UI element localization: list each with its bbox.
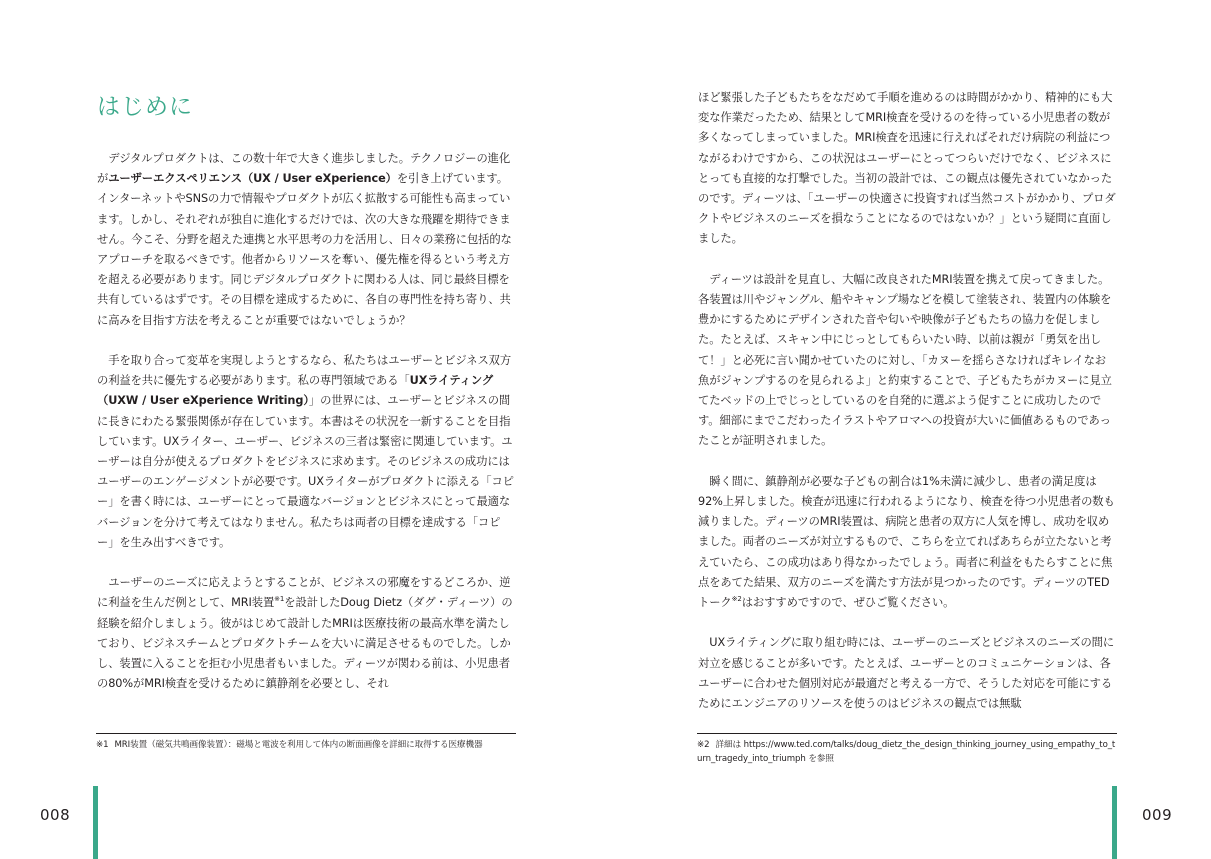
bold-term: UXライティング（UXW / User eXperience Writing） — [97, 374, 494, 408]
footnote-reference: ※1 — [274, 595, 285, 604]
footnote — [96, 739, 516, 753]
left-body-text — [97, 149, 515, 715]
right-page — [605, 0, 1211, 859]
footnote-label: 詳細は — [715, 740, 741, 750]
footnote-url: https://www.ted.com/talks/doug_dietz_the_design_thinking_journey_using_empathy_to_turn_tragedy_into_triumph — [697, 740, 1116, 764]
paragraph: 瞬く間に、鎮静剤が必要な子どもの割合は1%未満に減少し、患者の満足度は92%上昇しました。検査が迅速に行われるようになり、検査を待つ小児患者の数も減りました。ディーツのMRI装置は、病院と患者の双方に人気を博し、成功を収めました。両者のニーズが対立するもので、こちらを立てればあちらが立たないと考えていたら、この成功はあり得なかったでしょう。両者に利益をもたらすことに焦点をあてた結果、双方のニーズを満たす方法が見つかったのです。ディーツのTEDトーク$^{※2}$はおすすめですので、ぜひご覧ください。 — [698, 474, 1115, 610]
paragraph: ディーツは設計を見直し、大幅に改良されたMRI装置を携えて戻ってきました。各装置は川やジャングル、船やキャンプ場などを模して塗装され、装置内の体験を豊かにするためにデザインされた音や匂いや映像が子どもたちの協力を促しました。たとえば、スキャン中にじっとしてもらいたい時、以前は親が「勇気を出して！」と必死に言い聞かせていたのに対し、「カヌーを揺らさなければキレイなお魚がジャンプするのを見られるよ」と約束することで、子どもたちがカヌーに見立てたベッドの上でじっとしているのを自発的に選ぶよう促すことに成功したのです。細部にまでこだわったイラストやアロマへの投資が大いに価値あるものであったことが証明されました。 — [698, 272, 1112, 448]
right-body-text — [698, 88, 1116, 734]
paragraph: ユーザーのニーズに応えようとすることが、ビジネスの邪魔をするどころか、逆に利益を生んだ例として、MRI装置$^{※1}$を設計したDoug Dietz（ダグ・ディーツ）の経験を紹介しましょう。彼がはじめて設計したMRIは医療技術の最高水準を満たしており、ビジネスチームとプロダクトチームを大いに満足させるものでした。しかし、装置に入ることを拒む小児患者もいました。ディーツが関わる前は、小児患者の80%がMRI検査を受けるために鎮静剤を必要とし、それ — [97, 576, 513, 691]
chapter-title: はじめに — [97, 94, 193, 120]
bold-term: ユーザーエクスペリエンス（UX / User eXperience） — [108, 172, 397, 186]
paragraph: デジタルプロダクトは、この数十年で大きく進歩しました。テクノロジーの進化がユーザーエクスペリエンス（UX / User eXperience）を引き上げています。インターネットやSNSの力で情報やプロダクトが広く拡散する可能性も高まっています。しかし、それぞれが独自に進化するだけでは、次の大きな飛躍を期待できません。今こそ、分野を超えた連携と水平思考の力を活用し、日々の業務に包括的なアプローチを取るべきです。他者からリソースを奪い、優先権を得るという考え方を超える必要があります。同じデジタルプロダクトに関わる人は、同じ最終目標を共有しているはずです。その目標を達成するために、各自の専門性を持ち寄り、共に高みを目指す方法を考えることが重要ではないでしょうか？ — [97, 152, 512, 327]
footnote-text: MRI装置（磁気共鳴画像装置）：磁場と電波を利用して体内の断面画像を詳細に取得する医療機器 — [114, 740, 483, 750]
footnote-reference: ※2 — [731, 595, 742, 604]
page-number: 009 — [1142, 806, 1173, 824]
footnote-suffix: を参照 — [808, 753, 834, 764]
paragraph: 手を取り合って変革を実現しようとするなら、私たちはユーザーとビジネス双方の利益を共に優先する必要があります。私の専門領域である「UXライティング（UXW / User eXperience Writing）」の世界には、ユーザーとビジネスの間に長きにわたる緊張関係が存在しています。本書はその状況を一新することを目指しています。UXライター、ユーザー、ビジネスの三者は緊密に関連しています。ユーザーは自分が使えるプロダクトをビジネスに求めます。そのビジネスの成功にはユーザーのエンゲージメントが必要です。UXライターがプロダクトに添える「コピー」を書く時には、ユーザーにとって最適なバージョンとビジネスにとって最適なバージョンを分けて考えてはなりません。私たちは両者の目標を達成する「コピー」を生み出すべきです。 — [97, 354, 514, 549]
accent-bar — [93, 786, 98, 859]
paragraph: ほど緊張した子どもたちをなだめて手順を進めるのは時間がかかり、精神的にも大変な作業だったため、結果としてMRI検査を受けるのを待っている小児患者の数が多くなってしまっていました。MRI検査を迅速に行えればそれだけ病院の利益につながるわけですから、この状況はユーザーにとってつらいだけでなく、ビジネスにとっても直接的な打撃でした。当初の設計では、この観点は優先されていなかったのです。ディーツは、「ユーザーの快適さに投資すれば当然コストがかかり、プロダクトやビジネスのニーズを損なうことになるのではないか？」という疑問に直面しました。 — [698, 91, 1116, 246]
footnote-divider — [96, 733, 516, 734]
footnote-mark: ※1 — [96, 740, 109, 750]
left-page — [0, 0, 605, 859]
page-number: 008 — [40, 806, 71, 824]
accent-bar — [1112, 786, 1117, 859]
footnote-divider — [697, 733, 1117, 734]
footnote — [697, 739, 1117, 766]
paragraph: UXライティングに取り組む時には、ユーザーのニーズとビジネスのニーズの間に対立を感じることが多いです。たとえば、ユーザーとのコミュニケーションは、各ユーザーに合わせた個別対応が最適だと考える一方で、そうした対応を可能にするためにエンジニアのリソースを使うのはビジネスの観点では無駄 — [698, 636, 1115, 711]
footnote-mark: ※2 — [697, 740, 710, 750]
